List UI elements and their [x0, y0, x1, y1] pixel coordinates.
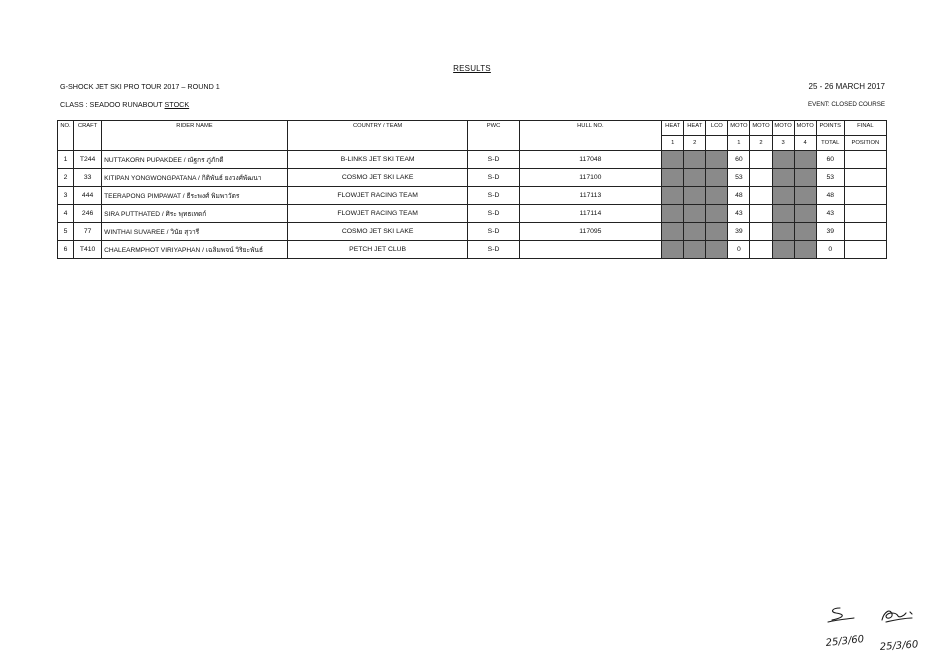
cell-moto-4: [794, 151, 816, 169]
cell-hull: [519, 241, 662, 259]
cell-lco: [706, 187, 728, 205]
cell-hull: 117048: [519, 151, 662, 169]
cell-total: 0: [816, 241, 844, 259]
table-row: [58, 187, 887, 205]
event-dates: 25 - 26 MARCH 2017: [808, 82, 885, 91]
class-line: [60, 100, 189, 109]
header-moto-2-sub: 2: [750, 136, 772, 151]
cell-team: PETCH JET CLUB: [287, 241, 468, 259]
cell-total: 60: [816, 151, 844, 169]
header-moto-1: MOTO: [728, 121, 750, 136]
cell-no: 2: [58, 169, 74, 187]
cell-no: 3: [58, 187, 74, 205]
cell-craft: 77: [74, 223, 102, 241]
cell-no: 6: [58, 241, 74, 259]
results-table: [57, 120, 887, 259]
cell-heat-2: [684, 187, 706, 205]
signature-1-icon: [828, 608, 854, 622]
cell-hull: 117113: [519, 187, 662, 205]
table-row: [58, 169, 887, 187]
cell-moto-2: [750, 241, 772, 259]
header-moto-3-sub: 3: [772, 136, 794, 151]
cell-craft: T244: [74, 151, 102, 169]
cell-moto-1: 43: [728, 205, 750, 223]
cell-heat-1: [662, 151, 684, 169]
header-heat-2: HEAT: [684, 121, 706, 136]
header-final-sub: POSITION: [844, 136, 886, 151]
cell-lco: [706, 205, 728, 223]
cell-moto-4: [794, 169, 816, 187]
cell-heat-1: [662, 187, 684, 205]
cell-team: B-LINKS JET SKI TEAM: [287, 151, 468, 169]
cell-final: [844, 169, 886, 187]
cell-heat-2: [684, 241, 706, 259]
header-hull: HULL NO.: [519, 121, 662, 151]
table-row: [58, 241, 887, 259]
cell-final: [844, 151, 886, 169]
header-heat-1-sub: 1: [662, 136, 684, 151]
header-rider: RIDER NAME: [102, 121, 288, 151]
cell-pwc: S-D: [468, 205, 519, 223]
header-points-sub: TOTAL: [816, 136, 844, 151]
cell-moto-3: [772, 205, 794, 223]
cell-heat-2: [684, 151, 706, 169]
cell-rider: SIRA PUTTHATED / ศิระ พุทธเทดก์: [102, 205, 288, 223]
cell-no: 4: [58, 205, 74, 223]
cell-heat-1: [662, 223, 684, 241]
header-craft: CRAFT: [74, 121, 102, 151]
cell-moto-4: [794, 241, 816, 259]
cell-hull: 117114: [519, 205, 662, 223]
header-moto-3: MOTO: [772, 121, 794, 136]
header-team: COUNTRY / TEAM: [287, 121, 468, 151]
event-type: EVENT: CLOSED COURSE: [807, 101, 885, 108]
class-label: CLASS : SEADOO RUNABOUT: [60, 100, 165, 109]
cell-moto-2: [750, 223, 772, 241]
signature-2-icon: [882, 611, 912, 622]
cell-rider: KITIPAN YONGWONGPATANA / กิติพันธ์ ยงวงศ์พัฒนา: [102, 169, 288, 187]
cell-moto-3: [772, 187, 794, 205]
table-row: [58, 151, 887, 169]
cell-pwc: S-D: [468, 241, 519, 259]
class-name: STOCK: [164, 100, 190, 109]
cell-lco: [706, 151, 728, 169]
header-points: POINTS: [816, 121, 844, 136]
header-moto-1-sub: 1: [728, 136, 750, 151]
cell-moto-2: [750, 151, 772, 169]
header-heat-1: HEAT: [662, 121, 684, 136]
header-no: NO.: [58, 121, 74, 151]
cell-moto-3: [772, 151, 794, 169]
cell-craft: T410: [74, 241, 102, 259]
cell-total: 43: [816, 205, 844, 223]
header-final: FINAL: [844, 121, 886, 136]
signatures: [820, 598, 930, 658]
cell-total: 53: [816, 169, 844, 187]
cell-heat-1: [662, 169, 684, 187]
cell-hull: 117095: [519, 223, 662, 241]
signature-date-1: 25/3/60: [825, 634, 865, 649]
header-pwc: PWC: [468, 121, 519, 151]
cell-hull: 117100: [519, 169, 662, 187]
cell-lco: [706, 169, 728, 187]
cell-moto-1: 48: [728, 187, 750, 205]
cell-pwc: S-D: [468, 169, 519, 187]
cell-final: [844, 223, 886, 241]
cell-team: FLOWJET RACING TEAM: [287, 205, 468, 223]
cell-moto-1: 0: [728, 241, 750, 259]
cell-moto-4: [794, 223, 816, 241]
cell-lco: [706, 241, 728, 259]
cell-pwc: S-D: [468, 187, 519, 205]
cell-moto-1: 53: [728, 169, 750, 187]
cell-team: FLOWJET RACING TEAM: [287, 187, 468, 205]
header-lco-sub: [706, 136, 728, 151]
cell-moto-3: [772, 223, 794, 241]
cell-pwc: S-D: [468, 223, 519, 241]
header-heat-2-sub: 2: [684, 136, 706, 151]
header-moto-4-sub: 4: [794, 136, 816, 151]
cell-heat-2: [684, 205, 706, 223]
cell-total: 48: [816, 187, 844, 205]
cell-moto-2: [750, 187, 772, 205]
cell-heat-1: [662, 205, 684, 223]
cell-moto-4: [794, 187, 816, 205]
tour-name: G-SHOCK JET SKI PRO TOUR 2017 – ROUND 1: [60, 82, 220, 91]
cell-final: [844, 241, 886, 259]
signature-date-2: 25/3/60: [879, 639, 919, 653]
header-moto-2: MOTO: [750, 121, 772, 136]
cell-rider: NUTTAKORN PUPAKDEE / ณัฐกร ภู่ภักดี: [102, 151, 288, 169]
cell-team: COSMO JET SKI LAKE: [287, 223, 468, 241]
cell-no: 1: [58, 151, 74, 169]
cell-rider: CHALEARMPHOT VIRIYAPHAN / เฉลิมพจน์ วิริยะพันธ์: [102, 241, 288, 259]
cell-moto-1: 60: [728, 151, 750, 169]
cell-final: [844, 187, 886, 205]
header-row-1: [58, 121, 887, 136]
cell-heat-1: [662, 241, 684, 259]
cell-pwc: S-D: [468, 151, 519, 169]
cell-craft: 246: [74, 205, 102, 223]
cell-moto-4: [794, 205, 816, 223]
cell-total: 39: [816, 223, 844, 241]
cell-heat-2: [684, 223, 706, 241]
cell-moto-2: [750, 169, 772, 187]
table-row: [58, 223, 887, 241]
cell-moto-3: [772, 169, 794, 187]
cell-craft: 33: [74, 169, 102, 187]
cell-final: [844, 205, 886, 223]
cell-rider: WINTHAI SUVAREE / วินัย สุวารี: [102, 223, 288, 241]
header-lco: LCO: [706, 121, 728, 136]
cell-craft: 444: [74, 187, 102, 205]
cell-moto-2: [750, 205, 772, 223]
cell-team: COSMO JET SKI LAKE: [287, 169, 468, 187]
cell-lco: [706, 223, 728, 241]
cell-no: 5: [58, 223, 74, 241]
cell-moto-1: 39: [728, 223, 750, 241]
cell-moto-3: [772, 241, 794, 259]
document-title: RESULTS: [453, 64, 491, 73]
table-row: [58, 205, 887, 223]
header-moto-4: MOTO: [794, 121, 816, 136]
cell-rider: TEERAPONG PIMPAWAT / ธีระพงศ์ พิมพาวัตร: [102, 187, 288, 205]
cell-heat-2: [684, 169, 706, 187]
